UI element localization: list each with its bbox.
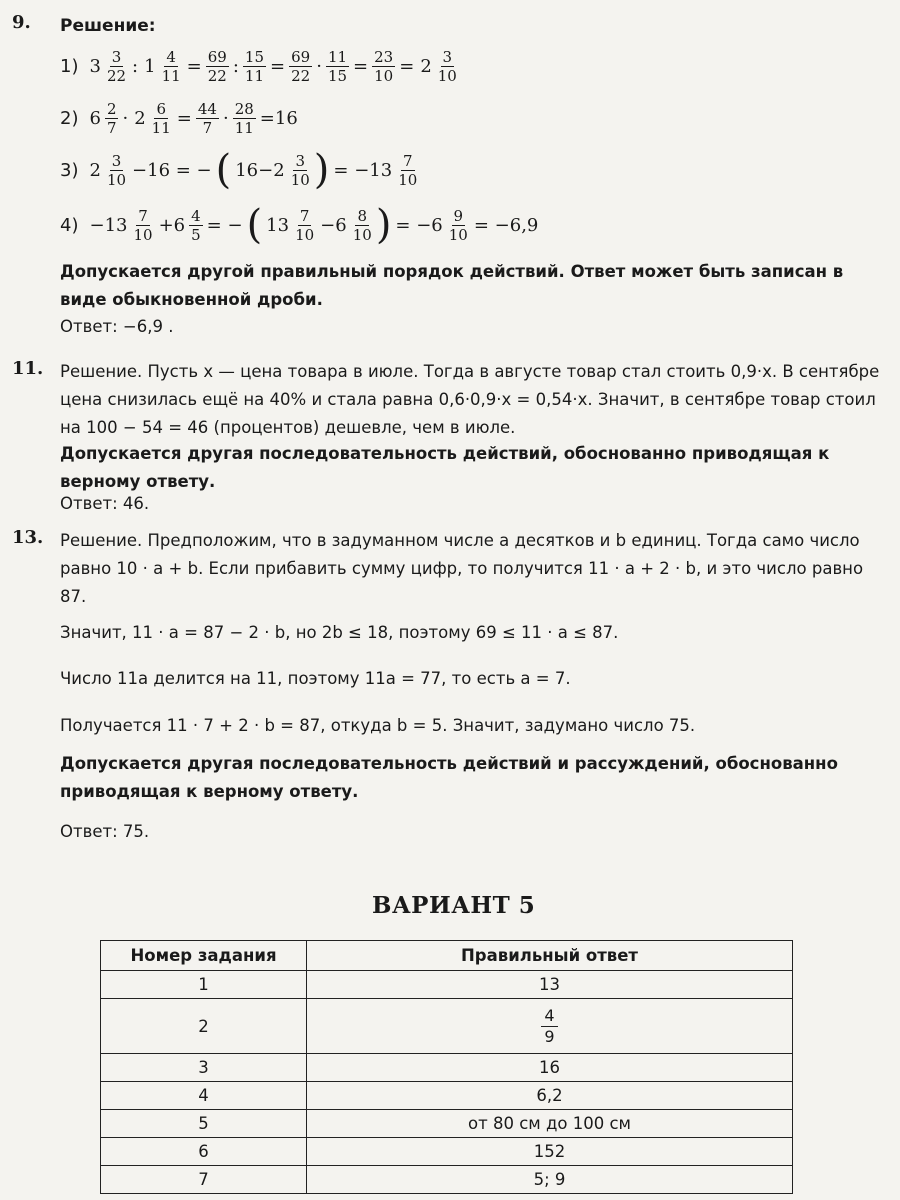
task9-step1	[60, 48, 460, 85]
math-term: 6	[89, 108, 101, 129]
fraction	[293, 207, 316, 244]
fraction-denominator: 22	[106, 67, 127, 85]
fraction	[196, 100, 219, 137]
math-term: :	[232, 56, 239, 77]
task13-answer: Ответ: 75.	[60, 822, 150, 841]
math-term: 2	[134, 108, 146, 129]
fraction-numerator: 4	[541, 1006, 557, 1027]
fraction-denominator: 10	[295, 225, 315, 244]
fraction-numerator: 3	[111, 48, 122, 66]
fraction	[160, 48, 183, 85]
fraction-numerator: 3	[295, 151, 305, 170]
math-term: =	[186, 56, 202, 77]
row-number: 2	[101, 999, 307, 1054]
fraction	[447, 207, 470, 244]
math-term: −13	[89, 214, 128, 236]
task11-answer: Ответ: 46.	[60, 494, 150, 513]
fraction-numerator: 15	[244, 48, 265, 66]
math-term: =16	[259, 108, 298, 129]
math-term: ·	[222, 108, 229, 129]
fraction	[396, 152, 419, 189]
math-term: 2	[420, 56, 432, 77]
task13-number: 13.	[12, 527, 44, 548]
fraction-numerator: 69	[207, 48, 227, 66]
variant-title: ВАРИАНТ 5	[372, 892, 536, 919]
task9-step4	[60, 202, 541, 248]
fraction	[289, 48, 312, 85]
fraction-numerator: 2	[106, 100, 117, 118]
fraction-denominator: 10	[374, 67, 394, 85]
math-term: :	[132, 56, 139, 77]
fraction-denominator: 11	[234, 119, 254, 137]
row-number: 5	[101, 1110, 307, 1138]
task9-note: Допускается другой правильный порядок действий. Ответ может быть записан в виде обыкновенной дроби.	[60, 262, 844, 309]
row-number: 6	[101, 1138, 307, 1166]
fraction-numerator: 11	[327, 48, 348, 66]
row-number: 7	[101, 1166, 307, 1194]
table-row	[101, 999, 793, 1054]
math-term: +6	[158, 214, 186, 236]
math-term: =	[353, 56, 369, 77]
math-term: = −13	[333, 159, 393, 181]
math-term: =	[270, 56, 286, 77]
task9-heading: Решение:	[60, 16, 156, 36]
math-term: −6	[320, 214, 347, 236]
task13-line3: Число 11a делится на 11, поэтому 11a = 77, то есть a = 7.	[60, 669, 571, 688]
fraction	[436, 48, 459, 85]
fraction-answer	[541, 1006, 557, 1047]
fraction-denominator: 11	[161, 67, 181, 85]
table-row	[101, 1054, 793, 1082]
open-paren: (	[215, 147, 232, 193]
fraction-denominator: 10	[448, 225, 468, 244]
table-row	[101, 1138, 793, 1166]
fraction-denominator: 10	[290, 170, 310, 189]
row-answer: 16	[307, 1054, 793, 1082]
step-label: 4)	[60, 214, 79, 236]
fraction-numerator: 28	[234, 100, 254, 118]
row-answer: 13	[307, 971, 793, 999]
task9-answer: Ответ: −6,9 .	[60, 317, 174, 336]
task13-note: Допускается другая последовательность действий и рассуждений, обоснованно приводящая к верному ответу.	[60, 754, 838, 801]
row-number: 1	[101, 971, 307, 999]
fraction	[351, 207, 374, 244]
fraction-numerator: 3	[442, 48, 453, 66]
close-paren: )	[375, 202, 392, 248]
math-term: = −6	[395, 214, 443, 236]
row-answer: 152	[307, 1138, 793, 1166]
header-correct-answer: Правильный ответ	[307, 941, 793, 971]
answers-table	[100, 940, 793, 1194]
task9-step2	[60, 100, 301, 137]
fraction-numerator: 4	[166, 48, 176, 66]
row-number: 3	[101, 1054, 307, 1082]
math-term: =	[399, 56, 415, 77]
header-task-number: Номер задания	[101, 941, 307, 971]
open-paren: (	[246, 202, 263, 248]
fraction-denominator: 10	[437, 67, 457, 85]
fraction	[131, 207, 154, 244]
math-term: 2	[89, 159, 101, 181]
fraction-numerator: 9	[453, 206, 464, 225]
task9-number: 9.	[12, 12, 31, 33]
fraction	[326, 48, 349, 85]
math-term: =	[176, 108, 192, 129]
task13-text: Решение. Предположим, что в задуманном числе a десятков и b единиц. Тогда само число равно 10 · a + b. Если прибавить сумму цифр, то получится 11 · a + 2 · b, и это число равно 87.	[60, 531, 864, 606]
fraction	[243, 48, 266, 85]
math-term: 13	[266, 214, 290, 236]
row-answer: от 80 см до 100 см	[307, 1110, 793, 1138]
fraction-denominator: 11	[151, 119, 171, 137]
math-term: 1	[144, 56, 156, 77]
fraction	[150, 100, 173, 137]
fraction-numerator: 69	[291, 48, 311, 66]
fraction	[233, 100, 256, 137]
fraction-denominator: 10	[106, 170, 127, 189]
math-term: ·	[316, 56, 322, 77]
fraction-numerator: 44	[197, 100, 217, 118]
row-number: 4	[101, 1082, 307, 1110]
fraction-denominator: 22	[291, 67, 311, 85]
row-answer: 5; 9	[307, 1166, 793, 1194]
step-label: 1)	[60, 56, 79, 77]
task11-note: Допускается другая последовательность действий, обоснованно приводящая к верному ответу.	[60, 444, 830, 491]
fraction	[372, 48, 395, 85]
math-term: −16 = −	[132, 159, 212, 181]
fraction-numerator: 8	[357, 206, 368, 225]
fraction	[206, 48, 229, 85]
fraction	[189, 207, 203, 244]
fraction-numerator: 4	[191, 206, 201, 225]
fraction-numerator: 3	[111, 151, 122, 170]
task11-number: 11.	[12, 358, 44, 379]
table-row	[101, 971, 793, 999]
fraction-denominator: 5	[191, 225, 201, 244]
fraction	[289, 152, 312, 189]
fraction-denominator: 22	[207, 67, 227, 85]
fraction-denominator: 15	[327, 67, 348, 85]
table-row	[101, 1166, 793, 1194]
fraction	[105, 100, 119, 137]
math-term: 16−2	[235, 159, 285, 181]
task13-line4: Получается 11 · 7 + 2 · b = 87, откуда b = 5. Значит, задумано число 75.	[60, 716, 696, 735]
task13-line2: Значит, 11 · a = 87 − 2 · b, но 2b ≤ 18, поэтому 69 ≤ 11 · a ≤ 87.	[60, 623, 619, 642]
step-label: 2)	[60, 108, 79, 129]
fraction-numerator: 23	[374, 48, 394, 66]
table-row	[101, 1110, 793, 1138]
math-term: = −	[206, 214, 243, 236]
fraction-denominator: 7	[106, 119, 117, 137]
fraction	[105, 152, 128, 189]
fraction-numerator: 7	[402, 151, 413, 170]
row-answer	[307, 999, 793, 1054]
table-header-row	[101, 941, 793, 971]
step-label: 3)	[60, 159, 79, 181]
fraction-denominator: 9	[544, 1026, 555, 1046]
math-term: ·	[122, 108, 129, 129]
fraction-denominator: 10	[352, 225, 372, 244]
task9-step3	[60, 147, 420, 193]
fraction-numerator: 7	[299, 206, 310, 225]
row-answer: 6,2	[307, 1082, 793, 1110]
fraction-denominator: 10	[133, 225, 153, 244]
fraction	[105, 48, 128, 85]
fraction-numerator: 6	[156, 100, 166, 118]
task11-text: Решение. Пусть x — цена товара в июле. Тогда в августе товар стал стоить 0,9·x. В сентябре цена снизилась ещё на 40% и стала равна 0,6·0,9·x = 0,54·x. Значит, в сентябре товар стоил на 100 − 54 = 46 (процентов) дешевле, чем в июле.	[60, 362, 880, 437]
math-term: = −6,9	[473, 214, 539, 236]
table-row	[101, 1082, 793, 1110]
math-term: 3	[89, 56, 101, 77]
fraction-denominator: 10	[398, 170, 418, 189]
fraction-numerator: 7	[138, 206, 148, 225]
close-paren: )	[313, 147, 330, 193]
fraction-denominator: 11	[244, 67, 265, 85]
fraction-denominator: 7	[202, 119, 213, 137]
